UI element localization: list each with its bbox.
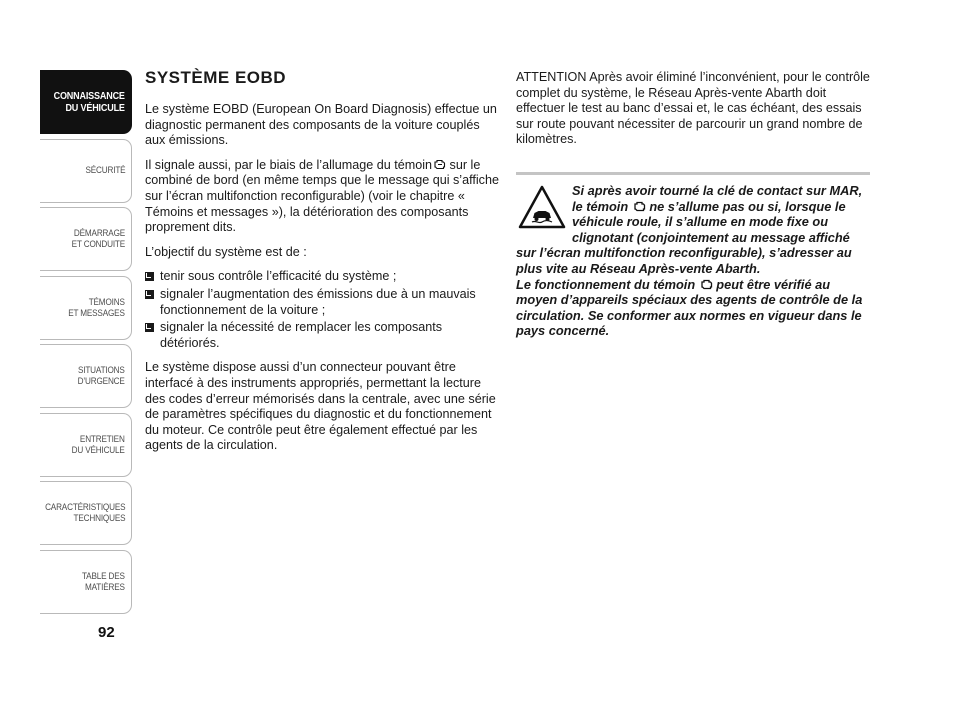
warning-box [516, 172, 870, 339]
section-title: SYSTÈME EOBD [145, 68, 287, 87]
tab-label: TABLE DES MATIÈRES [82, 570, 125, 593]
list-item-text: signaler l’augmentation des émissions due à un mauvais fonctionnement de la voiture ; [160, 286, 476, 317]
attention-note: ATTENTION Après avoir éliminé l’inconvénient, pour le contrôle complet du système, le Réseau Après-vente Abarth doit effectuer le test au banc d’essai et, le cas échéant, des essais sur route pouvant nécessiter de parcourir un grand nombre de kilomètres. [516, 70, 870, 147]
paragraph-signal-start: Il signale aussi, par le biais de l’allumage du témoin [145, 157, 433, 172]
page-number: 92 [98, 624, 115, 641]
chapter-tabs [40, 70, 132, 618]
list-item [145, 320, 500, 351]
warning-part-1: Si après avoir tourné la clé de contact sur MAR, le témoin [572, 182, 863, 214]
paragraph-signal [145, 158, 500, 236]
tab-label: DÉMARRAGE ET CONDUITE [71, 228, 125, 250]
tab-label: ENTRETIEN DU VÉHICULE [71, 433, 125, 456]
tab-connaissance-du-vehicule[interactable] [40, 70, 132, 134]
right-column [516, 70, 870, 339]
engine-warning-icon [634, 201, 646, 212]
paragraph-intro: Le système EOBD (European On Board Diagnosis) effectue un diagnostic permanent des composants de la voiture couplés aux émissions. [145, 102, 497, 148]
tab-label: TÉMOINS ET MESSAGES [68, 296, 125, 319]
paragraph-objective: L’objectif du système est de : [145, 244, 307, 259]
tab-label: CARACTÉRISTIQUES TECHNIQUES [44, 502, 125, 524]
tab-temoins-et-messages[interactable] [40, 276, 132, 340]
list-item [145, 287, 500, 318]
warning-line-2 [516, 277, 870, 339]
tab-entretien-du-vehicule[interactable] [40, 413, 132, 477]
warning-part-4: peut être vérifié au moyen d’appareils spéciaux des agents de contrôle de la circulation. Se conformer aux normes en vigueur dans le pays concerné. [516, 276, 863, 339]
paragraph-signal-end: sur le combiné de bord (en même temps que le message qui s’affiche sur l’écran multifonction reconfigurable) (voir le chapitre « Témoins et messages »), la détérioration des composants proprement dits. [145, 157, 499, 235]
tab-label: SÉCURITÉ [85, 165, 125, 176]
list-item [145, 269, 500, 285]
checkbox-bullet-icon [145, 290, 154, 299]
tab-table-des-matieres[interactable] [40, 550, 132, 614]
warning-part-3: Le fonctionnement du témoin [516, 276, 696, 292]
warning-part-2: ne s’allume pas ou si, lorsque le véhicule roule, il s’allume en mode fixe ou clignotant (conjointement au message affiché sur l’écran multifonction reconfigurable), s’adresser au plus vite au Réseau Après-vente Abarth. [516, 198, 852, 276]
warning-text [516, 183, 870, 339]
engine-warning-icon [701, 279, 713, 290]
checkbox-bullet-icon [145, 323, 154, 332]
list-item-text: signaler la nécessité de remplacer les composants détériorés. [160, 320, 443, 350]
tab-label: SITUATIONS D’URGENCE [77, 365, 125, 387]
tab-label: CONNAISSANCE DU VÉHICULE [53, 90, 125, 114]
paragraph-connector: Le système dispose aussi d’un connecteur pouvant être interfacé à des instruments appropriés, permettant la lecture des codes d’erreur mémorisés dans la centrale, avec une série de paramètres spécifiques du diagnostic et du fonctionnement du moteur. Ce contrôle peut être également effectué par les agents de la circulation. [145, 360, 496, 453]
tab-situations-durgence[interactable] [40, 344, 132, 408]
tab-demarrage-et-conduite[interactable] [40, 207, 132, 271]
left-column [145, 68, 500, 463]
list-item-text: tenir sous contrôle l’efficacité du système ; [160, 269, 397, 284]
tab-caracteristiques-techniques[interactable] [40, 481, 132, 545]
engine-warning-icon [434, 159, 446, 170]
checkbox-bullet-icon [145, 272, 154, 281]
tab-securite[interactable] [40, 139, 132, 203]
objective-list [145, 269, 500, 351]
car-warning-triangle-icon [518, 185, 566, 229]
